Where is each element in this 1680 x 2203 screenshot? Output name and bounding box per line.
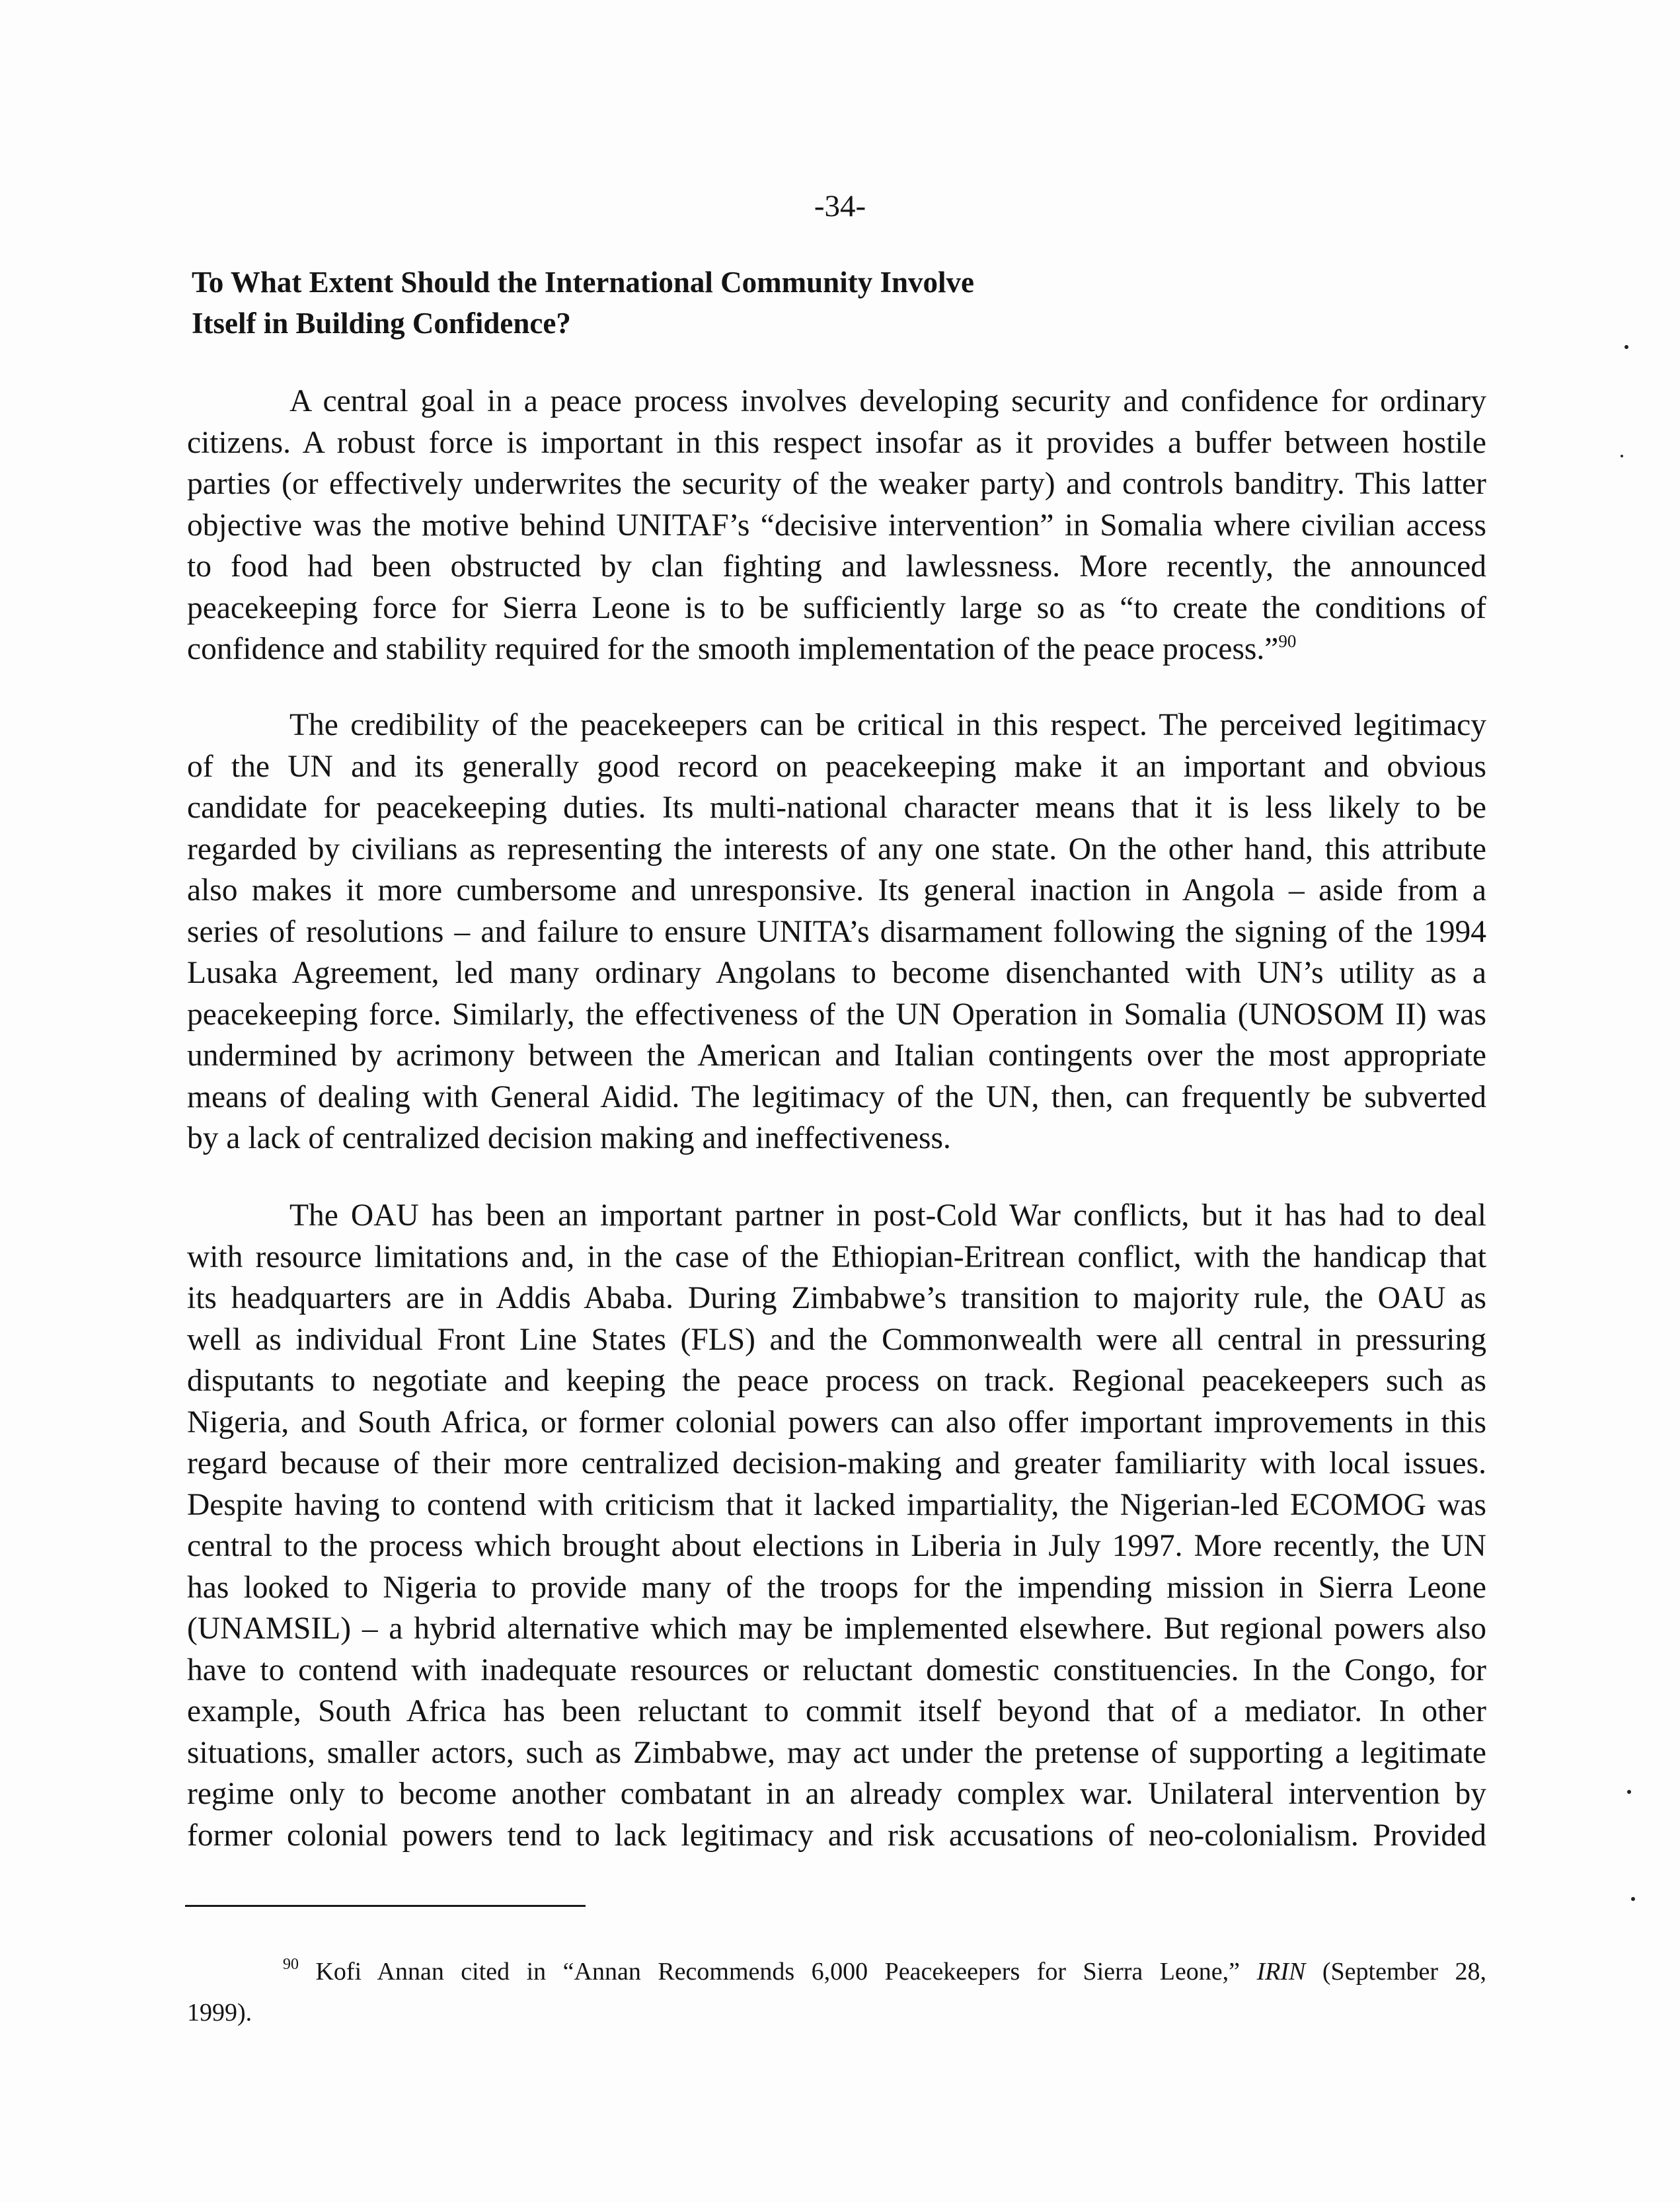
scan-speck (1631, 1897, 1635, 1901)
paragraph-line: The credibility of the peacekeepers can be critical in this respect. The perceived legitimacy (289, 708, 1486, 742)
paragraph-line: of the UN and its generally good record on peacekeeping make it an important and obvious (187, 749, 1486, 784)
footnote-line-1 (187, 1951, 1486, 1992)
paragraph-line: situations, smaller actors, such as Zimbabwe, may act under the pretense of supporting a legitimate (187, 1735, 1486, 1770)
paragraph-line: candidate for peacekeeping duties. Its multi-national character means that it is less likely to be (187, 791, 1486, 825)
scan-speck (1624, 345, 1628, 349)
paragraph-line: to food had been obstructed by clan fighting and lawlessness. More recently, the announced (187, 549, 1486, 584)
paragraph-line: series of resolutions – and failure to ensure UNITA’s disarmament following the signing of the 1994 (187, 914, 1486, 949)
paragraph-line: parties (or effectively underwrites the security of the weaker party) and controls banditry. This latter (187, 467, 1486, 501)
footnote-text: Kofi Annan cited in “Annan Recommends 6,000 Peacekeepers for Sierra Leone,” (315, 1958, 1241, 1986)
paragraph-line: (UNAMSIL) – a hybrid alternative which may be implemented elsewhere. But regional powers also (187, 1611, 1486, 1646)
paragraph-line: also makes it more cumbersome and unresponsive. Its general inaction in Angola – aside from a (187, 873, 1486, 908)
paragraph-line: objective was the motive behind UNITAF’s “decisive intervention” in Somalia where civilian access (187, 508, 1486, 543)
paragraph-line: Nigeria, and South Africa, or former colonial powers can also offer important improvements in this (187, 1405, 1486, 1440)
scan-speck (1627, 1790, 1631, 1794)
paragraph-line: example, South Africa has been reluctant to commit itself beyond that of a mediator. In other (187, 1694, 1486, 1728)
paragraph-line: regard because of their more centralized decision-making and greater familiarity with local issues. (187, 1446, 1486, 1481)
paragraph-line: with resource limitations and, in the case of the Ethiopian-Eritrean conflict, with the handicap that (187, 1239, 1486, 1274)
paragraph-2 (187, 705, 1486, 1159)
paragraph-line: central to the process which brought about elections in Liberia in July 1997. More recently, the UN (187, 1529, 1486, 1563)
paragraph-line: Lusaka Agreement, led many ordinary Angolans to become disenchanted with UN’s utility as a (187, 956, 1486, 990)
paragraph-line: its headquarters are in Addis Ababa. During Zimbabwe’s transition to majority rule, the OAU as (187, 1281, 1486, 1315)
heading-line-1: To What Extent Should the International Community Involve (192, 266, 974, 299)
paragraph-line: peacekeeping force for Sierra Leone is to be sufficiently large so as “to create the conditions of (187, 590, 1486, 625)
footnote-line-2: 1999). (187, 1999, 252, 2027)
paragraph-line: confidence and stability required for the smooth implementation of the peace process.” (187, 632, 1279, 666)
paragraph-line: well as individual Front Line States (FLS) and the Commonwealth were all central in pressuring (187, 1322, 1486, 1357)
paragraph-line: disputants to negotiate and keeping the peace process on track. Regional peacekeepers such as (187, 1364, 1486, 1398)
paragraph-3 (187, 1195, 1486, 1856)
footnote (187, 1951, 1486, 2033)
footnote-source-italic: IRIN (1256, 1958, 1306, 1986)
paragraph-line: A central goal in a peace process involves developing security and confidence for ordinary (289, 384, 1486, 418)
scan-speck (1621, 455, 1623, 457)
footnote-number: 90 (283, 1956, 299, 1973)
paragraph-line: peacekeeping force. Similarly, the effectiveness of the UN Operation in Somalia (UNOSOM II) was (187, 997, 1486, 1032)
paragraph-line: undermined by acrimony between the American and Italian contingents over the most appropriate (187, 1038, 1486, 1073)
paragraph-line: regime only to become another combatant in an already complex war. Unilateral intervention by (187, 1777, 1486, 1811)
footnote-reference[interactable]: 90 (1278, 631, 1297, 651)
paragraph-line: means of dealing with General Aidid. The legitimacy of the UN, then, can frequently be subverted (187, 1079, 1486, 1114)
footnote-separator (185, 1905, 586, 1907)
paragraph-line: former colonial powers tend to lack legitimacy and risk accusations of neo-colonialism. Provided (187, 1818, 1486, 1853)
paragraph-line: regarded by civilians as representing the interests of any one state. On the other hand, this attribute (187, 831, 1486, 867)
footnote-date: (September 28, (1322, 1958, 1487, 1986)
heading-line-2: Itself in Building Confidence? (192, 307, 571, 340)
paragraph-line: has looked to Nigeria to provide many of the troops for the impending mission in Sierra Leone (187, 1570, 1486, 1605)
paragraph-line: The OAU has been an important partner in post-Cold War conflicts, but it has had to deal (289, 1198, 1486, 1233)
section-heading (192, 262, 1447, 344)
paragraph-line: Despite having to contend with criticism that it lacked impartiality, the Nigerian-led ECOMOG was (187, 1487, 1486, 1522)
paragraph-line-with-ref (187, 629, 1486, 670)
paragraph-line: have to contend with inadequate resources or reluctant domestic constituencies. In the Congo, for (187, 1652, 1486, 1687)
paragraph-line: citizens. A robust force is important in this respect insofar as it provides a buffer between hostile (187, 425, 1486, 460)
paragraph-line: by a lack of centralized decision making and ineffectiveness. (187, 1121, 951, 1155)
paragraph-1 (187, 381, 1486, 670)
page-number: -34- (814, 189, 866, 223)
